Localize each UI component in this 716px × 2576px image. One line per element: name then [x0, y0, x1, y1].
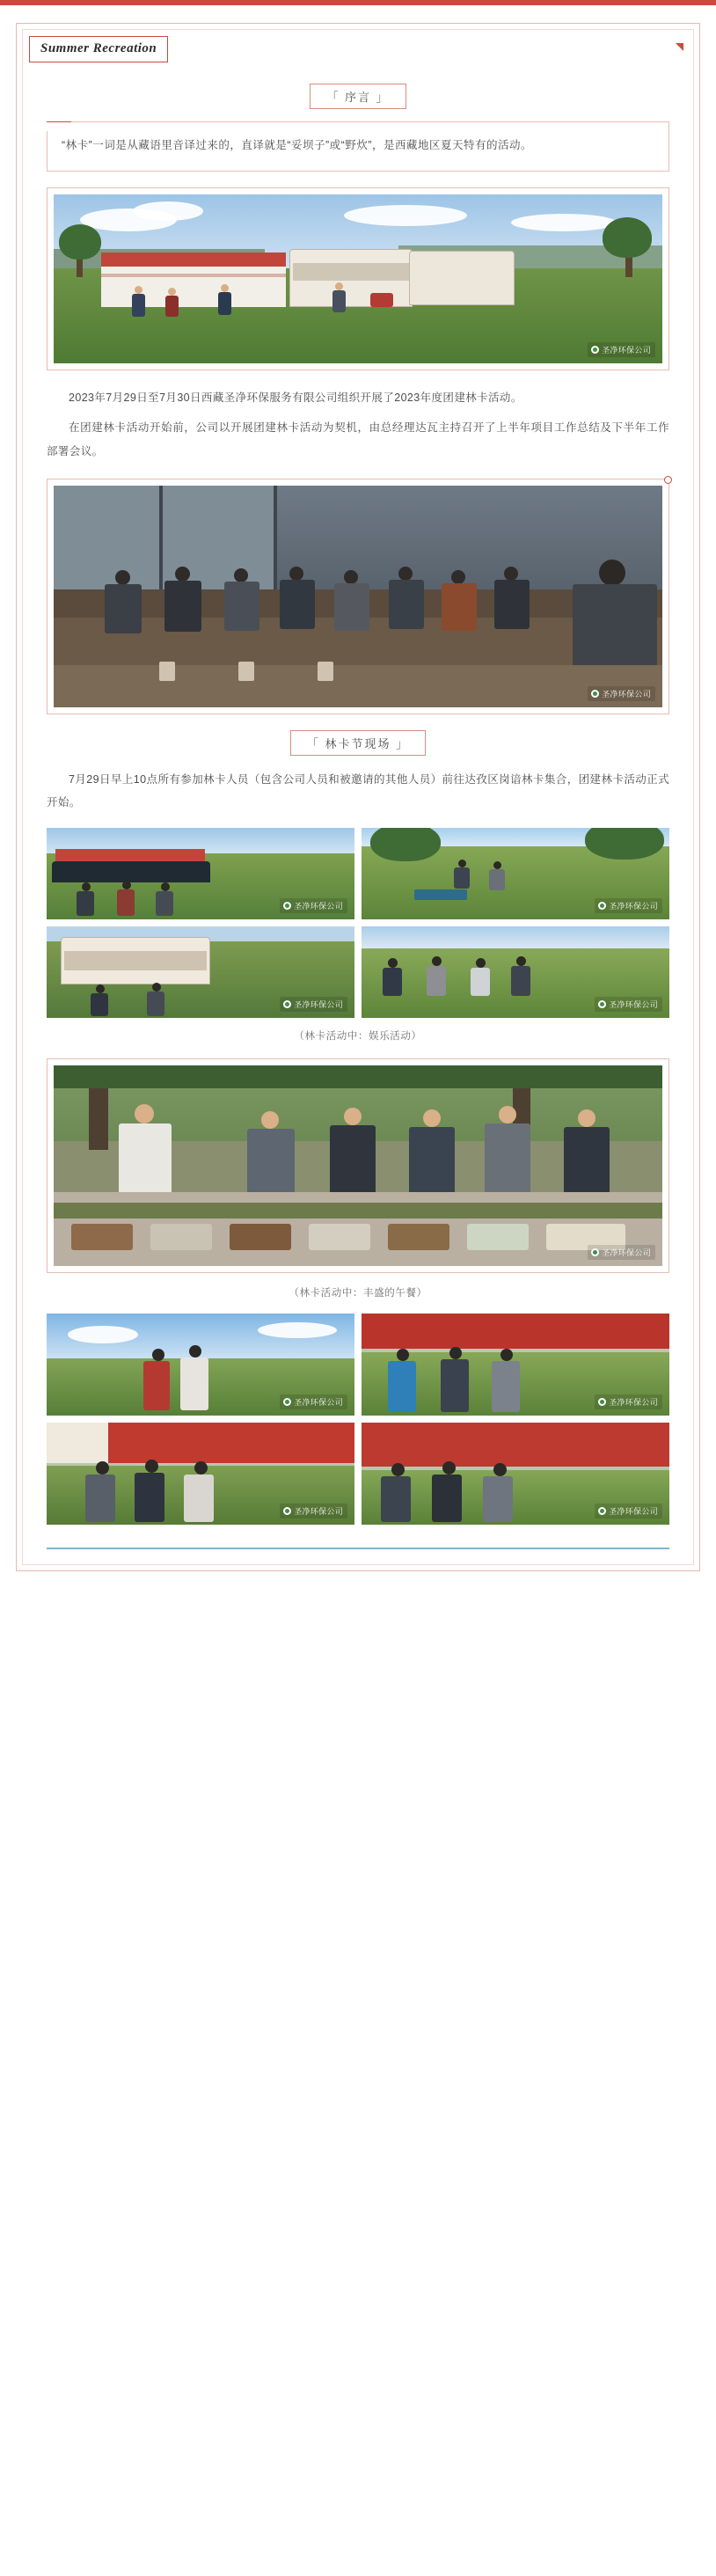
grid-photo-awards-1-watermark: 圣净环保公司 — [280, 1394, 347, 1409]
grid-photo-games-3 — [47, 926, 354, 1018]
page-title: Summer Recreation — [29, 36, 168, 62]
caption-lunch: （林卡活动中：丰盛的午餐） — [289, 1288, 427, 1299]
photo-meeting-watermark: 圣净环保公司 — [588, 686, 655, 701]
section-heading-linka-scene — [17, 730, 699, 756]
company-logo-icon — [591, 690, 599, 698]
photo-lunch — [54, 1065, 662, 1266]
grid-photo-games-1 — [47, 828, 354, 919]
top-accent-bar — [0, 0, 716, 5]
grid-photo-awards-1 — [47, 1314, 354, 1416]
company-logo-icon — [283, 1000, 291, 1008]
caption-games: （林卡活动中：娱乐活动） — [294, 1031, 422, 1043]
photo-meeting — [54, 486, 662, 707]
company-logo-icon — [283, 1398, 291, 1406]
section-heading-preface — [17, 84, 699, 109]
preface-paragraph-1: 2023年7月29日至7月30日西藏圣净环保服务有限公司组织开展了2023年度团建林卡活动。 — [69, 392, 522, 404]
linka-paragraph-1: 7月29日早上10点所有参加林卡人员（包含公司人员和被邀请的其他人员）前往达孜区岗谙林卡集合，团建林卡活动正式开始。 — [47, 772, 669, 809]
photo-camp — [54, 194, 662, 363]
document-header — [17, 24, 699, 70]
section-heading-preface-label: 「 序言 」 — [310, 84, 405, 109]
company-logo-icon — [283, 902, 291, 910]
grid-photo-awards-4 — [362, 1423, 669, 1525]
section-heading-linka-scene-label: 「 林卡节现场 」 — [290, 730, 426, 756]
company-logo-icon — [598, 1398, 606, 1406]
grid-photo-games-4 — [362, 926, 669, 1018]
content-frame — [16, 23, 700, 1571]
photo-frame-lunch — [47, 1058, 669, 1273]
grid-photo-awards-3-watermark: 圣净环保公司 — [280, 1504, 347, 1519]
grid-photo-awards-2-watermark: 圣净环保公司 — [595, 1394, 662, 1409]
photo-camp-scene — [54, 194, 662, 363]
photo-grid-games — [47, 828, 669, 1018]
preface-paragraph-2: 在团建林卡活动开始前，公司以开展团建林卡活动为契机，由总经理达瓦主持召开了上半年项目工作总结及下半年工作部署会议。 — [47, 421, 669, 457]
grid-photo-games-1-watermark: 圣净环保公司 — [280, 898, 347, 913]
bottom-divider — [47, 1548, 669, 1549]
grid-photo-awards-4-watermark: 圣净环保公司 — [595, 1504, 662, 1519]
photo-lunch-watermark: 圣净环保公司 — [588, 1245, 655, 1260]
photo-frame-meeting — [47, 479, 669, 714]
grid-photo-games-2 — [362, 828, 669, 919]
grid-photo-awards-3 — [47, 1423, 354, 1525]
preface-quote: “林卡”一词是从藏语里音译过来的，直译就是“妥坝子”或“野炊”，是西藏地区夏天特有的活动。 — [47, 121, 669, 172]
company-logo-icon — [591, 1248, 599, 1256]
grid-photo-games-4-watermark: 圣净环保公司 — [595, 997, 662, 1012]
company-logo-icon — [598, 1507, 606, 1515]
company-logo-icon — [598, 902, 606, 910]
photo-meeting-scene — [54, 486, 662, 707]
corner-marker-icon — [676, 43, 683, 51]
photo-camp-watermark: 圣净环保公司 — [588, 342, 655, 357]
grid-photo-games-3-watermark: 圣净环保公司 — [280, 997, 347, 1012]
photo-frame-camp — [47, 187, 669, 370]
company-logo-icon — [591, 346, 599, 354]
photo-grid-awards — [47, 1314, 669, 1525]
photo-lunch-scene — [54, 1065, 662, 1266]
company-logo-icon — [598, 1000, 606, 1008]
grid-photo-games-2-watermark: 圣净环保公司 — [595, 898, 662, 913]
grid-photo-awards-2 — [362, 1314, 669, 1416]
company-logo-icon — [283, 1507, 291, 1515]
